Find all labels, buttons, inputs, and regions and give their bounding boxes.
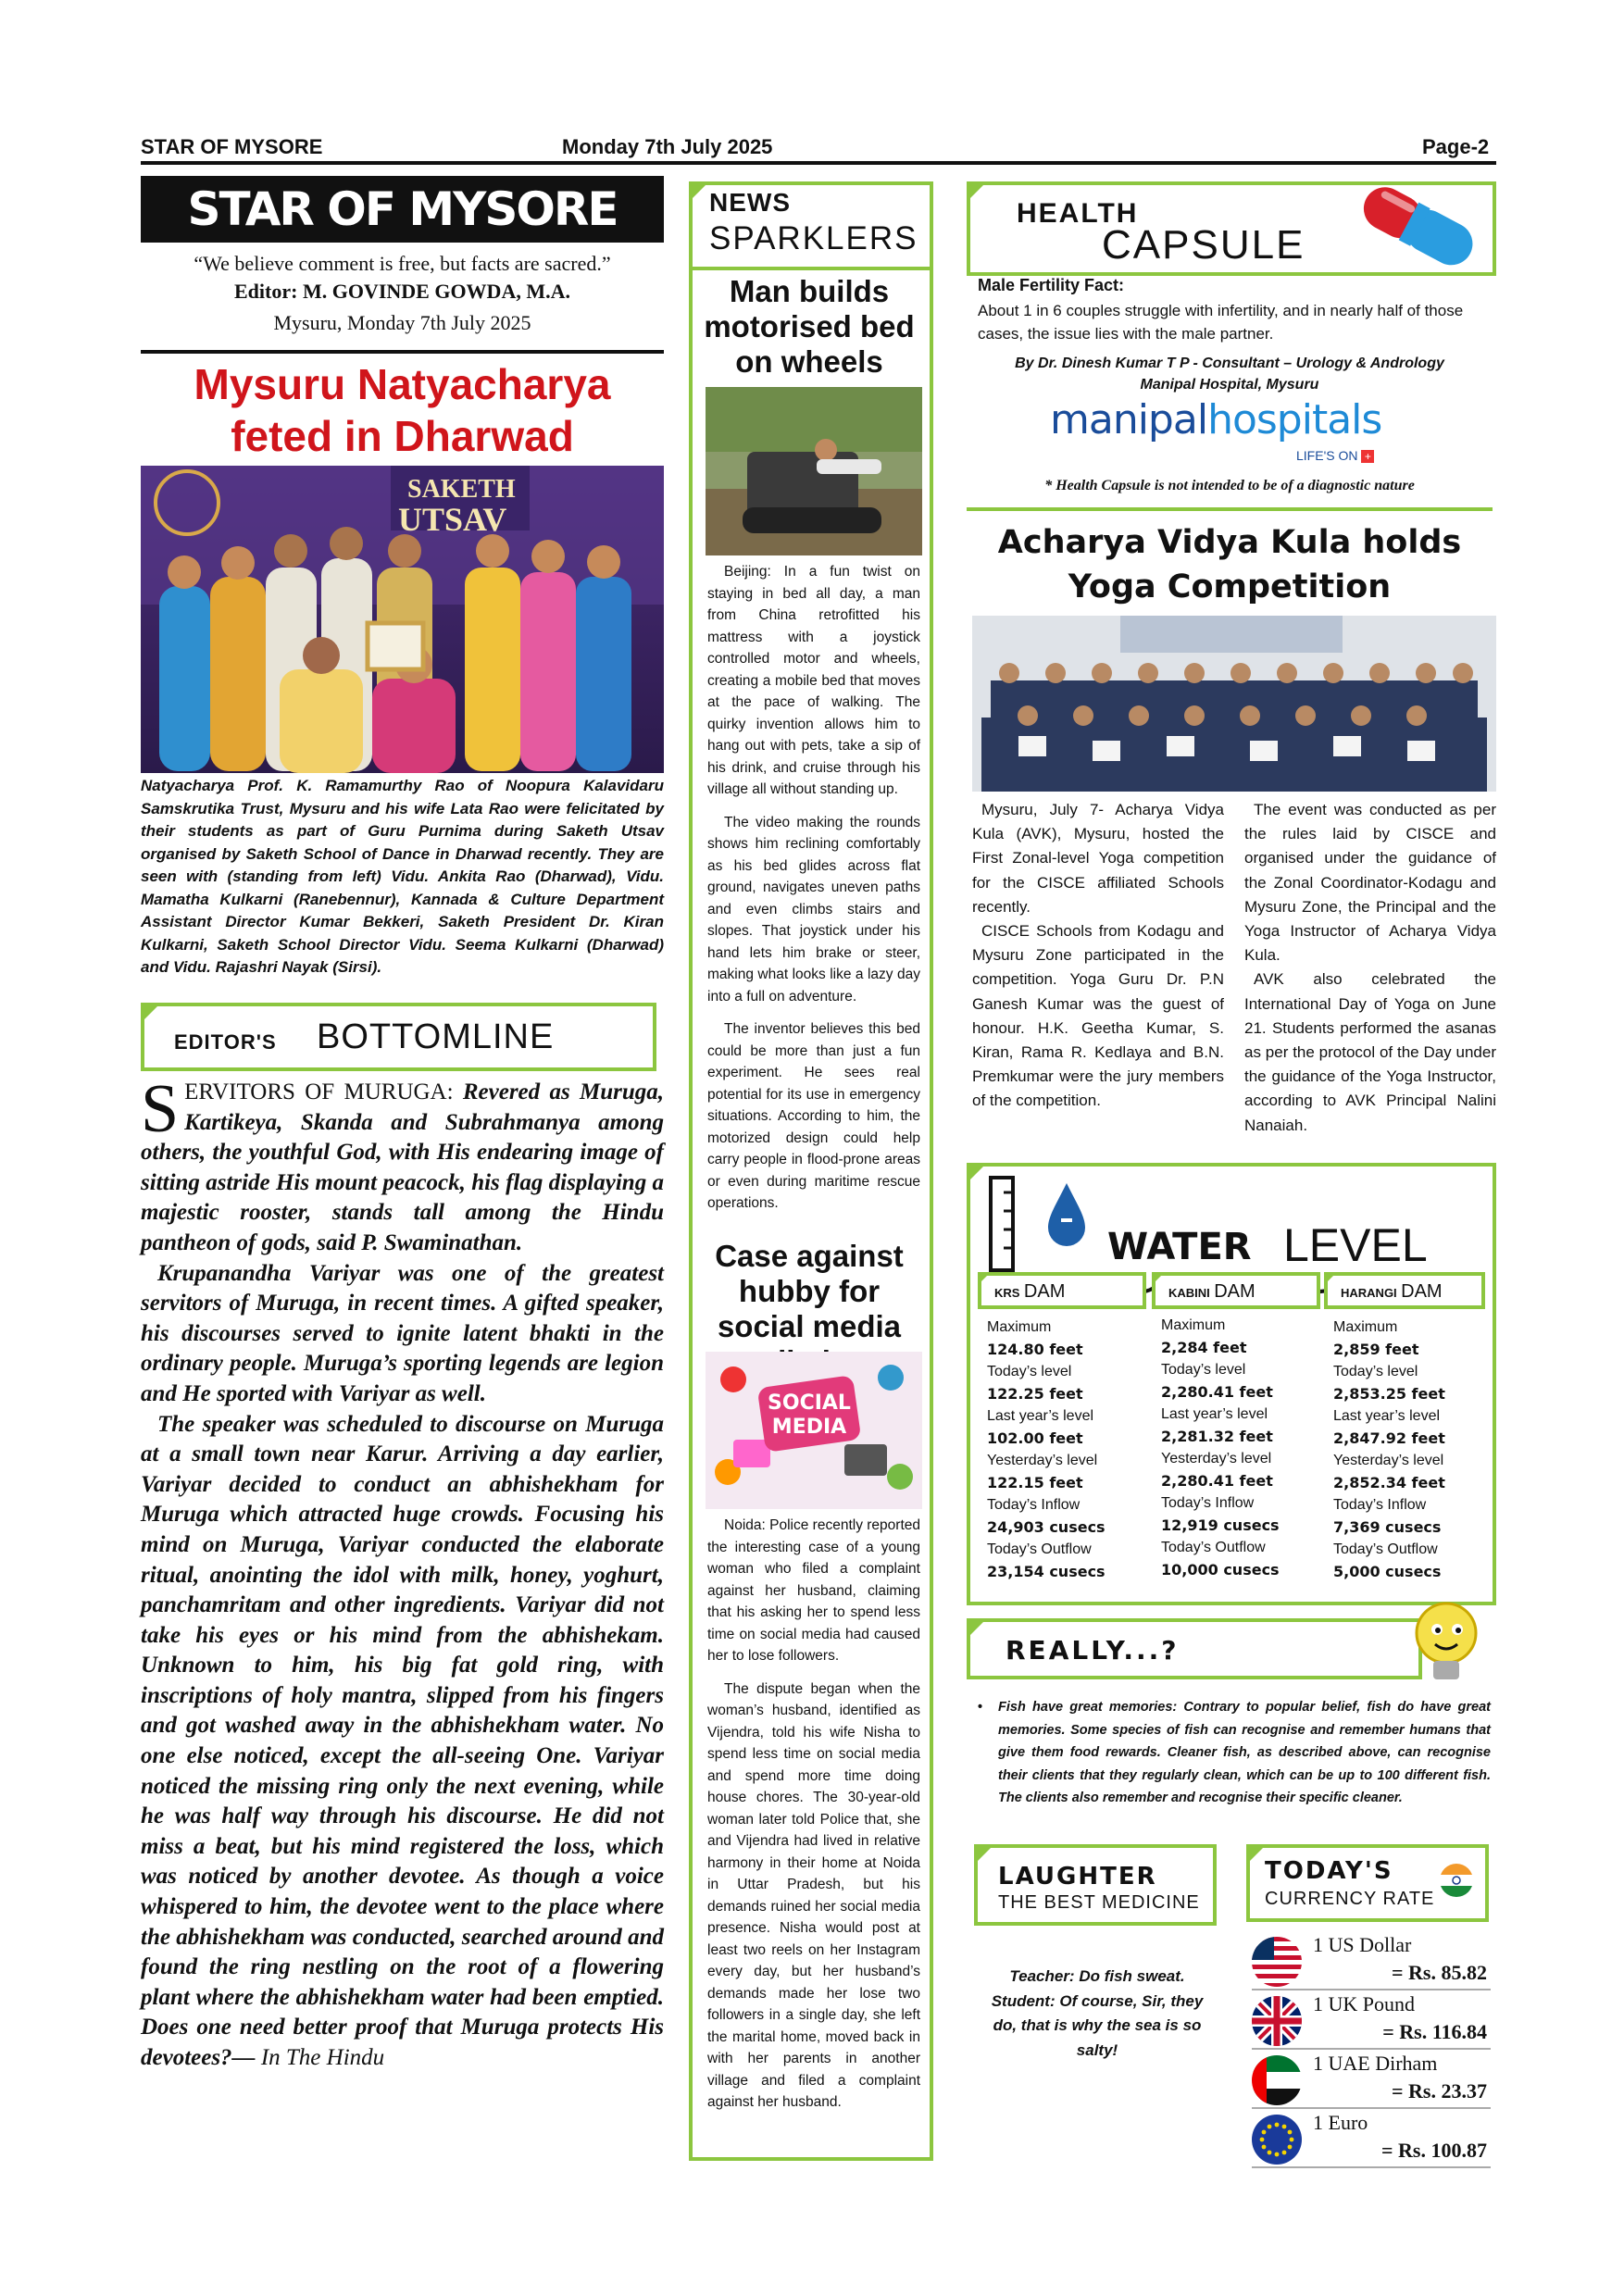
bed-story-para-3: The inventor believes this bed could be more than just a fun experiment. He sees real potential for its use in emergency situations. According to him, the motorized design could help carry people in flood-prone areas or even during maritime rescue operations. [707,1021,920,1211]
water-label-small: WATER [1107,1226,1252,1268]
kabini-lastyear: 2,281.32 feet [1161,1428,1273,1445]
bottomline-label-small: EDITOR'S [174,1030,277,1054]
kabini-yesterday: 2,280.41 feet [1161,1472,1273,1490]
aed-name: 1 UAE Dirham [1313,2052,1438,2075]
rate-row-gbp [1252,1990,1491,2050]
kabini-dam-stats [1161,1315,1320,1581]
bed-story-para-1: Beijing: In a fun twist on staying in bed all day, a man from China retrofitted his mattress with a joystick controlled motor and wheels, creating a mobile bed that moves at the pace of walking. The quirky invention allows him to hang out with pets, take a sip of his drink, and cruise through his village all without standing up. [707,564,920,797]
sparklers-divider [693,267,930,270]
kabini-inflow-label: Today’s Inflow [1161,1495,1255,1511]
health-fact-title: Male Fertility Fact: [978,276,1125,294]
krs-yesterday-label: Yesterday’s level [987,1453,1098,1468]
editorial-source: In The Hindu [260,2045,385,2070]
krs-max: 124.80 feet [987,1341,1083,1358]
health-label-big: CAPSULE [1102,222,1305,268]
acharya-col1-para-1: Mysuru, July 7- Acharya Vidya Kula (AVK), Mysuru, hosted the First Zonal-level Yoga competition for the CISCE affiliated Schools recently. [972,801,1224,916]
lightbulb-icon [1404,1596,1489,1689]
masthead-tagline: “We believe comment is free, but facts are sacred.” [194,252,611,275]
really-label-text: REALLY...? [1006,1635,1180,1666]
editors-bottomline-label [141,1003,656,1071]
health-byline [967,353,1493,395]
health-fact-text: About 1 in 6 couples struggle with infertility, and in nearly half of those cases, the issue lies with the male partner. [978,302,1464,343]
krs-inflow-label: Today’s Inflow [987,1497,1081,1513]
header-page-number: Page-2 [1422,135,1490,158]
currency-label-small: TODAY'S [1265,1857,1393,1885]
sparklers-label-big: SPARKLERS [709,220,918,256]
gbp-value: = Rs. 116.84 [1382,2020,1487,2043]
social-media-illustration [706,1352,922,1509]
acharya-col-2 [1244,798,1496,1149]
illustration-text-social: SOCIAL [768,1391,851,1415]
health-byline-2: Manipal Hospital, Mysuru [1140,377,1319,393]
laughter-label [974,1844,1217,1926]
kabini-name-small: KABINI [1168,1286,1210,1300]
kabini-yesterday-label: Yesterday’s level [1161,1451,1272,1466]
krs-lastyear: 102.00 feet [987,1429,1083,1447]
krs-inflow: 24,903 cusecs [987,1518,1106,1536]
harangi-yesterday: 2,852.34 feet [1333,1474,1445,1491]
really-label [967,1618,1422,1679]
bottomline-label-big: BOTTOMLINE [317,1017,555,1056]
laughter-label-big: THE BEST MEDICINE [998,1892,1200,1913]
header-paper-name: STAR OF MYSORE [141,135,323,158]
kabini-name-big: DAM [1214,1281,1255,1302]
social-story-para-1: Noida: Police recently reported the interesting case of a young woman who filed a complaint against her husband, claiming that his asking her to spend less time on social media had caused her to lose followers. [707,1517,920,1664]
kabini-inflow: 12,919 cusecs [1161,1516,1280,1534]
editorial-para-1: Revered as Muruga, Kartikeya, Skanda and Subrahmanya among others, the youthful God, with His endearing image of sitting astride His mount peacock, his flag displaying a majestic rooster, stands tall among the Hindu pantheon of gods, said P. Swaminathan. [141,1079,664,1255]
joke-line-1: Teacher: Do fish sweat. [1009,1967,1185,1985]
harangi-today-label: Today’s level [1333,1364,1418,1379]
krs-name-small: KRS [994,1286,1020,1300]
kabini-today: 2,280.41 feet [1161,1383,1273,1401]
uk-flag-icon [1252,1996,1302,2046]
bullet-icon: • [978,1700,983,1715]
lead-photo [141,466,664,773]
harangi-inflow-label: Today’s Inflow [1333,1497,1427,1513]
harangi-today: 2,853.25 feet [1333,1385,1445,1403]
bed-story-headline: Man builds motorised bed on wheels [704,274,915,379]
acharya-col2-para-2: AVK also celebrated the International Day of Yoga on June 21. Students performed the asanas as per the protocol of the Day under the guidance of the Yoga Instructor, according to AVK Principal Nalini Nanaiah. [1244,970,1496,1134]
bed-story-body [707,561,920,1226]
eur-name: 1 Euro [1313,2111,1368,2134]
laughter-joke [981,1965,1213,2063]
header-date: Monday 7th July 2025 [562,135,773,158]
eu-flag-icon [1252,2115,1302,2165]
rate-row-aed [1252,2050,1491,2109]
rate-row-eur [1252,2109,1491,2168]
krs-today: 122.25 feet [987,1385,1083,1403]
india-flag-icon [1439,1863,1474,1898]
harangi-yesterday-label: Yesterday’s level [1333,1453,1444,1468]
plus-icon: + [1361,450,1374,463]
health-byline-1: By Dr. Dinesh Kumar T P - Consultant – Urology & Andrology [1015,356,1444,371]
editorial-lead-in: ERVITORS OF MURUGA: [184,1079,454,1104]
joke-line-2: Student: Of course, Sir, they do, that is why the sea is so salty! [991,1991,1204,2059]
acharya-headline-line-1: Acharya Vidya Kula holds [997,524,1462,561]
krs-lastyear-label: Last year’s level [987,1408,1094,1424]
masthead-title: STAR OF MYSORE [141,176,664,243]
harangi-lastyear: 2,847.92 feet [1333,1429,1445,1447]
uae-flag-icon [1252,2055,1302,2105]
krs-today-label: Today’s level [987,1364,1072,1379]
kabini-dam-label [1152,1272,1320,1309]
currency-label [1246,1844,1489,1922]
harangi-outflow-label: Today’s Outflow [1333,1541,1438,1557]
social-story-para-2: The dispute began when the woman’s husband, identified as Vijendra, told his wife Nisha to spend less time on social media and spend more time doing house chores. The 30-year-old woman later told Police that, she and Vijendra had lived in relative harmony in their home at Noida in Uttar Pradesh, but his demands ruined her social media presence. Nisha would post at least two reels on her Instagram every day, but her husband’s demands made her lose two followers in a single day, she left the marital home, moved back in with her parents in another village and filed a complaint against her husband. [707,1680,920,2110]
harangi-dam-stats [1333,1316,1487,1583]
sparklers-label-small: NEWS [709,188,791,217]
health-disclaimer: * Health Capsule is not intended to be of a diagnostic nature [1044,478,1415,493]
manipal-logo-part-a: manipal [1050,396,1208,443]
manipal-logo-part-b: hospitals [1207,396,1382,443]
manipal-tag-text: LIFE'S ON [1296,448,1358,463]
really-fact-text: Fish have great memories: Contrary to popular belief, fish do have great memories. Some species of fish can recognise and remember humans that give them food rewards. Cleaner fish, as described above, can recognise their clients that they regularly clean, which can be up to 100 different fish. The clients also remember and recognise their specific cleaner. [998,1700,1491,1805]
yoga-competition-photo [972,616,1496,792]
currency-label-big: CURRENCY RATE [1265,1889,1435,1909]
kabini-max: 2,284 feet [1161,1339,1247,1356]
harangi-lastyear-label: Last year’s level [1333,1408,1441,1424]
krs-name-big: DAM [1023,1281,1066,1302]
harangi-max-label: Maximum [1333,1319,1398,1335]
editorial-para-2: Krupanandha Variyar was one of the greatest servitors of Muruga, in recent times. A gifted speaker, his discourses served to ignite latent bhakti in the ordinary people. Muruga’s sporting legends are legion and He sported with Variyar as well. [141,1260,664,1406]
acharya-col1-para-2: CISCE Schools from Kodagu and Mysuru Zone participated in the competition. Yoga Guru Dr. P.N Ganesh Kumar was the guest of honour. H.K. Geetha Kumar, S. Kiran, Rama R. Kedlaya and B.N. Premkumar were the jury members of the competition. [972,922,1224,1110]
krs-outflow: 23,154 cusecs [987,1563,1106,1580]
water-label-big: LEVEL [1283,1219,1428,1271]
masthead-editor: Editor: M. GOVINDE GOWDA, M.A. [234,280,570,303]
kabini-today-label: Today’s level [1161,1362,1246,1378]
aed-value: = Rs. 23.37 [1392,2079,1487,2103]
harangi-outflow: 5,000 cusecs [1333,1563,1442,1580]
rate-row-usd [1252,1931,1491,1990]
lead-headline-line-1: Mysuru Natyacharya [194,360,611,408]
krs-dam-stats [987,1316,1146,1583]
capsule-icon [1350,185,1489,268]
kabini-max-label: Maximum [1161,1317,1226,1333]
photo-banner-utsav: UTSAV [398,501,507,538]
harangi-name-small: HARANGI [1341,1286,1397,1300]
social-media-story-headline: Case against hubby for social media [715,1239,904,1343]
health-divider [967,507,1493,511]
krs-yesterday: 122.15 feet [987,1474,1083,1491]
editorial-para-3: The speaker was scheduled to discourse on Muruga at a small town near Karur. Arriving a day earlier, Variyar decided to conduct an abhishekham for Muruga which attracted huge crowds. Focusing his mind on Muruga, Variyar conducted the elaborate ritual, anointing the idol with milk, honey, yoghurt, panchamritam and other ingredients. Variyar did not take his eyes or his mind from the abhishekam. Unknown to him, his big fat gold ring, with inscriptions of holy mantra, slipped from his fingers and got washed away in the abhishekham water. No one else noticed, except the all-seeing One. Variyar noticed the missing ring only the next evening, while he was half way through his discourse. He did not miss a beat, but his mind registered the loss, which was noticed by another devotee. As though a voice whispered to him, the devotee went to the place where the abhishekham was conducted, searched around and found the ring nestling on the root of a flowering plant where the abhishekham water had been emptied. Does one need better proof that Muruga protects His devotees?— [141,1411,664,2070]
harangi-dam-label [1324,1272,1485,1309]
manipal-logo-tag [1296,448,1374,463]
illustration-text-media: MEDIA [771,1416,847,1439]
kabini-lastyear-label: Last year’s level [1161,1406,1268,1422]
health-label-small: HEALTH [1017,198,1139,229]
lead-headline [141,358,664,462]
social-media-story-body [707,1515,920,2125]
masthead-rule [141,350,664,354]
krs-outflow-label: Today’s Outflow [987,1541,1092,1557]
manipal-logo [1050,396,1381,443]
kabini-outflow: 10,000 cusecs [1161,1561,1280,1578]
gbp-name: 1 UK Pound [1313,1992,1416,2015]
acharya-col-1 [972,798,1224,1125]
usd-value: = Rs. 85.82 [1392,1961,1487,1984]
acharya-headline [967,520,1493,609]
header-rule [141,161,1496,165]
bed-story-photo [706,387,922,555]
krs-dam-label [978,1272,1146,1309]
harangi-inflow: 7,369 cusecs [1333,1518,1442,1536]
kabini-outflow-label: Today’s Outflow [1161,1540,1266,1555]
eur-value: = Rs. 100.87 [1381,2139,1487,2162]
acharya-headline-line-2: Yoga Competition [1068,568,1392,605]
harangi-name-big: DAM [1401,1281,1443,1302]
editorial-text [141,1071,664,2074]
masthead-dateline: Mysuru, Monday 7th July 2025 [273,311,531,334]
lead-caption: Natyacharya Prof. K. Ramamurthy Rao of Noopura Kalavidaru Samskrutika Trust, Mysuru and his wife Lata Rao were felicitated by their students as part of Guru Purnima during Saketh Utsav organised by Saketh School of Dance in Dharwad recently. They are seen with (standing from left) Vidu. Ankita Rao (Dharwad), Vidu. Mamatha Kulkarni (Ranebennur), Kannada & Culture Department Assistant Director Kumar Bekkeri, Saketh President Dr. Kiran Kulkarni, Saketh School Director Vidu. Seema Kulkarni (Dharwad) and Vidu. Rajashri Nayak (Sirsi). [141,777,664,976]
really-fact [972,1696,1491,1810]
health-capsule-label [967,181,1496,276]
photo-banner-saketh: SAKETH [407,475,516,504]
lead-headline-line-2: feted in Dharwad [231,412,574,460]
editorial-dropcap: S [141,1071,180,1147]
usd-name: 1 US Dollar [1313,1933,1412,1956]
acharya-col2-para-1: The event was conducted as per the rules laid by CISCE and organised under the guidance of the Zonal Coordinator-Kodagu and Mysuru Zone, the Principal and the Yoga Instructor of Acharya Vidya Kula. [1244,801,1496,965]
us-flag-icon [1252,1937,1302,1987]
harangi-max: 2,859 feet [1333,1341,1419,1358]
krs-max-label: Maximum [987,1319,1052,1335]
bed-story-para-2: The video making the rounds shows him reclining comfortably as his bed glides across flat ground, navigates uneven paths and even climbs stairs and slopes. That joystick under his hand lets him brake or steer, making what looks like a lazy day into a full on adventure. [707,814,920,1004]
laughter-label-small: LAUGHTER [998,1863,1157,1890]
